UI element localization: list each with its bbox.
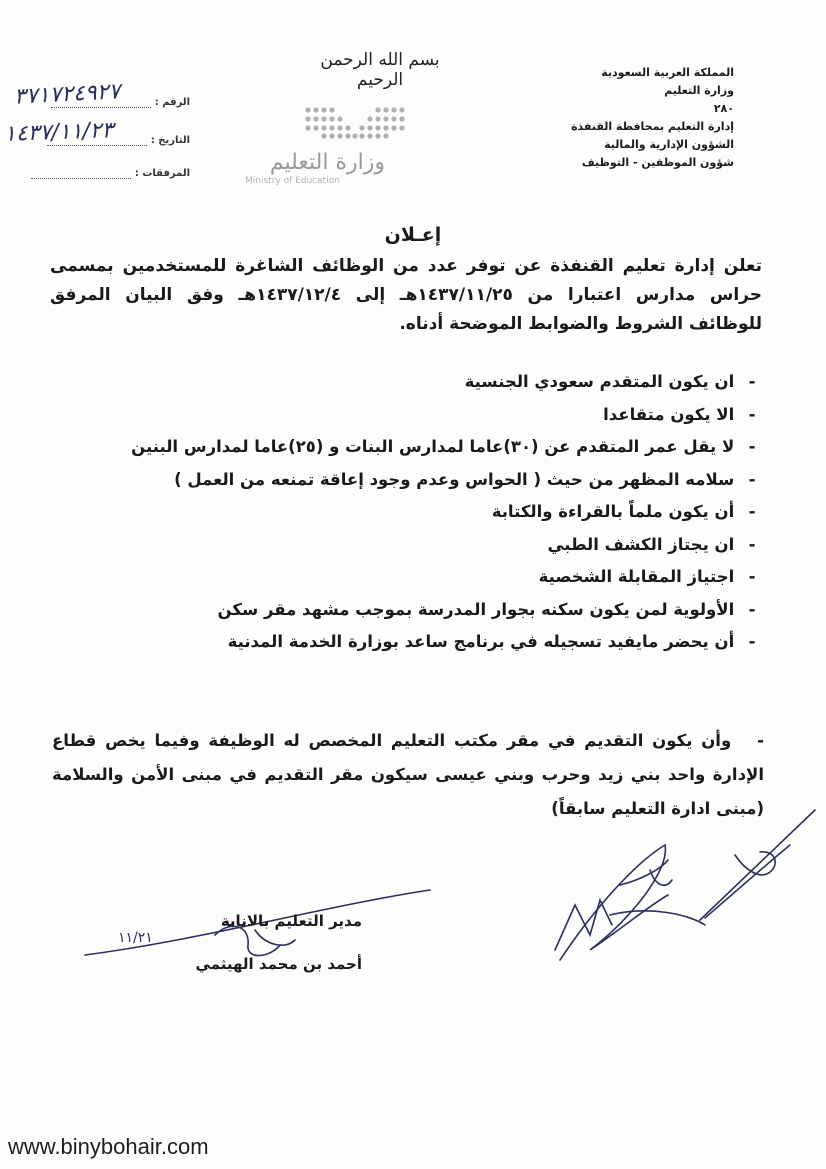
reference-number-label: الرقم : <box>154 97 190 108</box>
condition-item: - الا يكون متقاعدا <box>603 404 756 424</box>
letterhead-line: الشؤون الإدارية والمالية <box>604 138 734 151</box>
final-condition: - وأن يكون التقديم في مقر مكتب التعليم المخصص له الوظيفة وفيما يخص قطاع الإدارة واحد بني زيد وحرب وبني عيسى سيكون مقر التقديم في مبنى الأمن والسلامة (مبنى ادارة التعليم سابقاً) <box>52 731 764 818</box>
document-title: إعـلان <box>384 224 442 246</box>
condition-text: ان يجتاز الكشف الطبي <box>547 534 735 554</box>
condition-text: أن يحضر مايفيد تسجيله في برنامج ساعد بوزارة الخدمة المدنية <box>227 632 735 651</box>
watermark-url: www.binybohair.com <box>8 1134 209 1159</box>
announcement-body: تعلن إدارة تعليم القنفذة عن توفر عدد من الوظائف الشاغرة للمستخدمين بمسمى حراس مدارس اعتبارا من ١٤٣٧/١١/٢٥هـ إلى ١٤٣٧/١٢/٤هـ وفق البيان المرفق للوظائف الشروط والضوابط الموضحة أدناه. <box>50 256 762 334</box>
condition-text: سلامه المظهر من حيث ( الحواس وعدم وجود إعاقة تمنعه من العمل ) <box>174 469 735 489</box>
condition-item: - ان يكون المتقدم سعودي الجنسية <box>464 372 756 391</box>
condition-item: - أن يحضر مايفيد تسجيله في برنامج ساعد بوزارة الخدمة المدنية <box>227 632 756 651</box>
condition-item: - أن يكون ملماً بالقراءة والكتابة <box>491 502 756 521</box>
letterhead-line: وزارة التعليم <box>664 84 734 97</box>
condition-item: - الأولوية لمن يكون سكنه بجوار المدرسة بموجب مشهد مقر سكن <box>217 599 756 619</box>
reference-date-label: التاريخ : <box>150 135 190 146</box>
condition-item: - سلامه المظهر من حيث ( الحواس وعدم وجود إعاقة تمنعه من العمل ) <box>174 469 756 489</box>
condition-text: الأولوية لمن يكون سكنه بجوار المدرسة بموجب مشهد مقر سكن <box>217 599 735 619</box>
condition-text: اجتياز المقابلة الشخصية <box>538 567 735 586</box>
signatory-name: أحمد بن محمد الهيثمي <box>195 955 362 973</box>
condition-item: - ان يجتاز الكشف الطبي <box>547 534 756 554</box>
signatory-title: مدير التعليم بالانابة <box>220 912 362 930</box>
letterhead-line: المملكة العربية السعودية <box>601 66 734 79</box>
condition-text: لا يقل عمر المتقدم عن (٣٠)عاما لمدارس البنات و (٢٥)عاما لمدارس البنين <box>131 437 735 456</box>
letterhead-line: ٢٨٠ <box>713 102 734 115</box>
reference-attachments-label: المرفقات : <box>134 168 190 179</box>
condition-text: أن يكون ملماً بالقراءة والكتابة <box>491 502 735 521</box>
letterhead-line: شؤون الموظفين - التوظيف <box>581 156 734 169</box>
letterhead-line: إدارة التعليم بمحافظة القنفذة <box>571 120 734 133</box>
condition-text: ان يكون المتقدم سعودي الجنسية <box>464 372 735 391</box>
basmala: بسم الله الرحمن الرحيم <box>320 50 440 90</box>
final-condition-text: وأن يكون التقديم في مقر مكتب التعليم المخصص له الوظيفة وفيما يخص قطاع الإدارة واحد بني زيد وحرب وبني عيسى سيكون مقر التقديم في مبنى الأمن والسلامة (مبنى ادارة التعليم سابقاً) <box>52 731 764 818</box>
handwritten-date: ١٤٣٧/١١/٢٣ <box>3 118 114 147</box>
condition-text: الا يكون متقاعدا <box>603 404 735 424</box>
ministry-logo-subtext: Ministry of Education <box>245 176 340 186</box>
ministry-logo-text: وزارة التعليم <box>269 150 385 175</box>
condition-item: - لا يقل عمر المتقدم عن (٣٠)عاما لمدارس البنات و (٢٥)عاما لمدارس البنين <box>131 437 756 456</box>
handwritten-number: ٣٧١٧٢٤٩٢٧ <box>13 79 121 110</box>
handwritten-sign-date: ١١/٢١ <box>118 930 153 946</box>
condition-item: - اجتياز المقابلة الشخصية <box>538 567 756 586</box>
